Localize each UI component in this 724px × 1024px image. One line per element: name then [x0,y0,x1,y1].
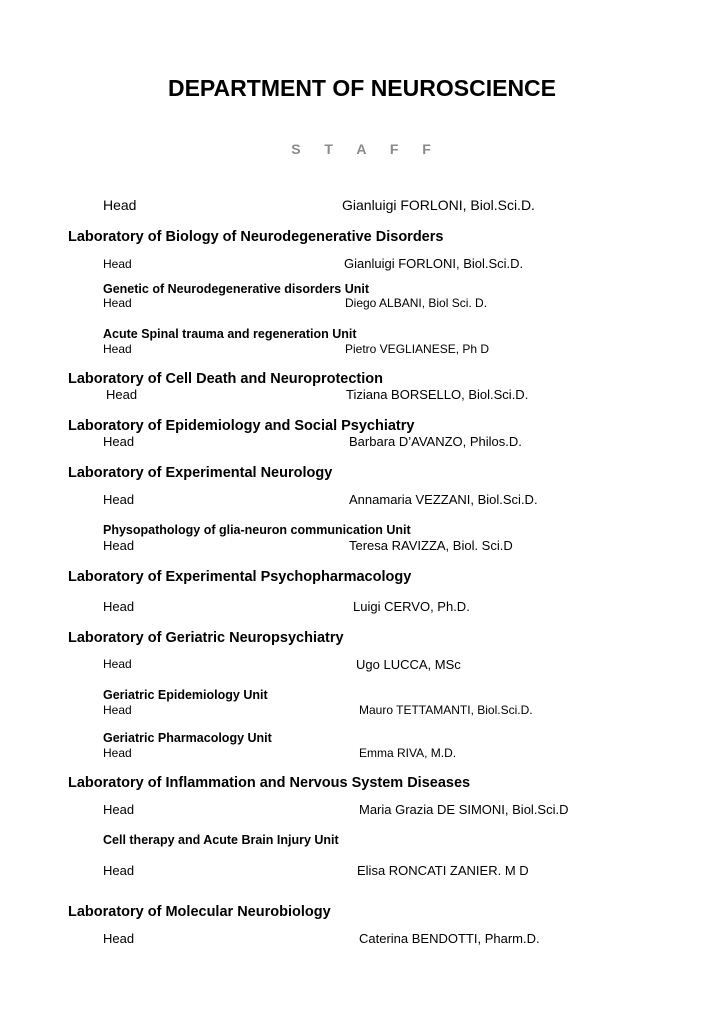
lab-head-role: Head [103,657,132,671]
unit-head-role: Head [103,746,132,760]
lab-head-role: Head [103,931,135,946]
unit-head-role: Head [103,296,132,310]
lab-head-role: Head [103,434,135,449]
lab-head-name: Luigi CERVO, Ph.D. [353,599,470,614]
lab-head-role: Head [103,802,135,817]
unit-head-role: Head [103,703,132,717]
lab-title: Laboratory of Molecular Neurobiology [68,904,331,920]
unit-title: Genetic of Neurodegenerative disorders Unit [103,282,370,296]
unit-head-name: Teresa RAVIZZA, Biol. Sci.D [349,538,513,553]
lab-head-name: Gianluigi FORLONI, Biol.Sci.D. [344,256,524,271]
lab-title: Laboratory of Biology of Neurodegenerative Disorders [68,229,444,245]
unit-head-role: Head [103,342,132,356]
lab-head-name: Tiziana BORSELLO, Biol.Sci.D. [346,387,529,402]
lab-head-name: Caterina BENDOTTI, Pharm.D. [359,931,540,946]
unit-head-name: Diego ALBANI, Biol Sci. D. [345,296,488,310]
staff-heading: S T A F F [291,141,441,157]
lab-title: Laboratory of Inflammation and Nervous System Diseases [68,775,471,791]
lab-title: Laboratory of Experimental Neurology [68,465,333,481]
department-head-name: Gianluigi FORLONI, Biol.Sci.D. [342,197,535,213]
unit-title: Acute Spinal trauma and regeneration Unit [103,327,357,341]
page-title: DEPARTMENT OF NEUROSCIENCE [167,75,557,101]
unit-head-role: Head [103,538,135,553]
unit-head-name: Mauro TETTAMANTI, Biol.Sci.D. [359,703,533,717]
unit-title: Geriatric Epidemiology Unit [103,688,268,702]
lab-head-name: Maria Grazia DE SIMONI, Biol.Sci.D [359,802,569,817]
unit-head-name: Elisa RONCATI ZANIER. M D [357,863,529,878]
unit-title: Geriatric Pharmacology Unit [103,731,272,745]
lab-title: Laboratory of Experimental Psychopharmacology [68,569,412,585]
unit-head-role: Head [103,863,135,878]
unit-title: Cell therapy and Acute Brain Injury Unit [103,833,339,847]
lab-head-name: Ugo LUCCA, MSc [356,657,461,672]
lab-title: Laboratory of Cell Death and Neuroprotection [68,371,383,387]
lab-title: Laboratory of Epidemiology and Social Psychiatry [68,418,415,434]
lab-head-name: Barbara D’AVANZO, Philos.D. [349,434,522,449]
lab-head-role: Head [103,492,135,507]
unit-head-name: Emma RIVA, M.D. [359,746,457,760]
unit-head-name: Pietro VEGLIANESE, Ph D [345,342,490,356]
unit-title: Physopathology of glia-neuron communication Unit [103,523,411,537]
lab-head-role: Head [103,599,135,614]
lab-head-role: Head [103,257,132,271]
lab-title: Laboratory of Geriatric Neuropsychiatry [68,630,344,646]
lab-head-name: Annamaria VEZZANI, Biol.Sci.D. [349,492,538,507]
department-head-role: Head [103,197,137,213]
lab-head-role: Head [106,387,138,402]
